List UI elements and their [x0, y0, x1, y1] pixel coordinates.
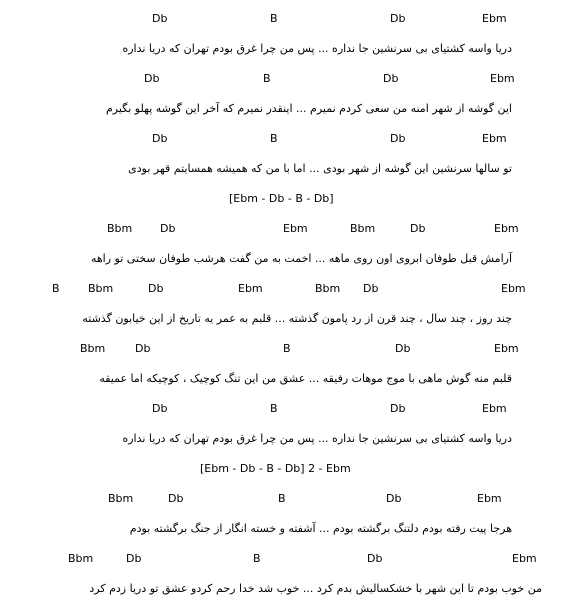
chord-progression: [Ebm - Db - B - Db] 2 - Ebm: [200, 462, 351, 475]
chord: Bbm: [80, 342, 106, 355]
chord: Ebm: [482, 132, 507, 145]
lyric-line: [0, 252, 562, 268]
chord: Db: [168, 492, 184, 505]
chord: Db: [152, 132, 168, 145]
lyric-text: دریا واسه کشتیای بی سرنشین جا نداره ... پس من چرا غرق بودم تهران که دریا نداره: [122, 432, 512, 445]
chord: Ebm: [238, 282, 263, 295]
chord: B: [270, 402, 278, 415]
chord: Db: [390, 12, 406, 25]
lyric-text: این گوشه از شهر امنه من سعی کردم نمیرم ... اینقدر نمیرم که آخر این گوشه پهلو بگیرم: [105, 102, 512, 115]
lyric-line: [0, 162, 562, 178]
chord-line: [0, 132, 562, 148]
chord: B: [263, 72, 271, 85]
chord: Bbm: [88, 282, 114, 295]
lyric-line: [0, 102, 562, 118]
lyric-line: [0, 372, 562, 388]
chord: Db: [135, 342, 151, 355]
chord: Ebm: [482, 12, 507, 25]
chord: Db: [367, 552, 383, 565]
chord-line: [0, 222, 562, 238]
chord: Bbm: [108, 492, 134, 505]
chord: Bbm: [315, 282, 341, 295]
chord: B: [253, 552, 261, 565]
lyric-line: [0, 42, 562, 58]
chord: Ebm: [490, 72, 515, 85]
chord-line: [0, 342, 562, 358]
lyric-line: [0, 432, 562, 448]
chord-line: [0, 552, 562, 568]
chord: Ebm: [512, 552, 537, 565]
chord: Db: [144, 72, 160, 85]
chord: Ebm: [501, 282, 526, 295]
chord-line: [0, 492, 562, 508]
chord: Db: [152, 12, 168, 25]
chord: Db: [152, 402, 168, 415]
chord-progression: [Ebm - Db - B - Db]: [229, 192, 334, 205]
chord: B: [52, 282, 60, 295]
lyric-line: [0, 312, 562, 328]
lyric-text: قلبم منه گوش ماهی با موج موهات رفیقه ... عشق من این تنگ کوچیک ، کوچیکه اما عمیقه: [99, 372, 512, 385]
chord: Ebm: [494, 342, 519, 355]
lyric-text: دریا واسه کشتیای بی سرنشین جا نداره ... پس من چرا غرق بودم تهران که دریا نداره: [122, 42, 512, 55]
chord: Ebm: [477, 492, 502, 505]
progression-line: [0, 462, 562, 478]
chord: B: [278, 492, 286, 505]
chord: Db: [390, 132, 406, 145]
lyric-text: تو سالها سرنشین این گوشه از شهر بودی ... اما با من که همیشه همسایتم قهر بودی: [128, 162, 512, 175]
chord: Bbm: [68, 552, 94, 565]
chord: Ebm: [494, 222, 519, 235]
chord: B: [270, 12, 278, 25]
lyric-text: من خوب بودم تا این شهر با خشکسالیش بدم کرد ... خوب شد خدا رحم کردو عشق تو دریا زدم کرد: [89, 582, 542, 595]
chord-line: [0, 402, 562, 418]
chord: Ebm: [482, 402, 507, 415]
progression-line: [0, 192, 562, 208]
chord: Db: [386, 492, 402, 505]
chord: Db: [126, 552, 142, 565]
chord: Ebm: [283, 222, 308, 235]
chord: Db: [160, 222, 176, 235]
chord: Db: [383, 72, 399, 85]
chord-line: [0, 72, 562, 88]
chord: B: [270, 132, 278, 145]
lyric-text: چند روز ، چند سال ، چند قرن از رد پامون گذشته ... قلبم به عمر یه تاریخ از این خیابون گذشته: [82, 312, 512, 325]
chord: B: [283, 342, 291, 355]
lyric-line: [0, 522, 562, 538]
chord: Db: [363, 282, 379, 295]
lyric-text: آرامش قبل طوفان ابروی اون روی ماهه ... اخمت به من گفت هرشب طوفان سختی تو راهه: [90, 252, 512, 265]
chord: Bbm: [350, 222, 376, 235]
chord-line: [0, 282, 562, 298]
chord: Db: [148, 282, 164, 295]
chord: Db: [395, 342, 411, 355]
chord: Db: [410, 222, 426, 235]
chord: Bbm: [107, 222, 133, 235]
lyric-line: [0, 582, 562, 598]
lyric-text: هرجا پیت رفته بودم دلتنگ برگشته بودم ... آشفته و خسته انگار از جنگ برگشته بودم: [129, 522, 512, 535]
chord: Db: [390, 402, 406, 415]
chord-line: [0, 12, 562, 28]
